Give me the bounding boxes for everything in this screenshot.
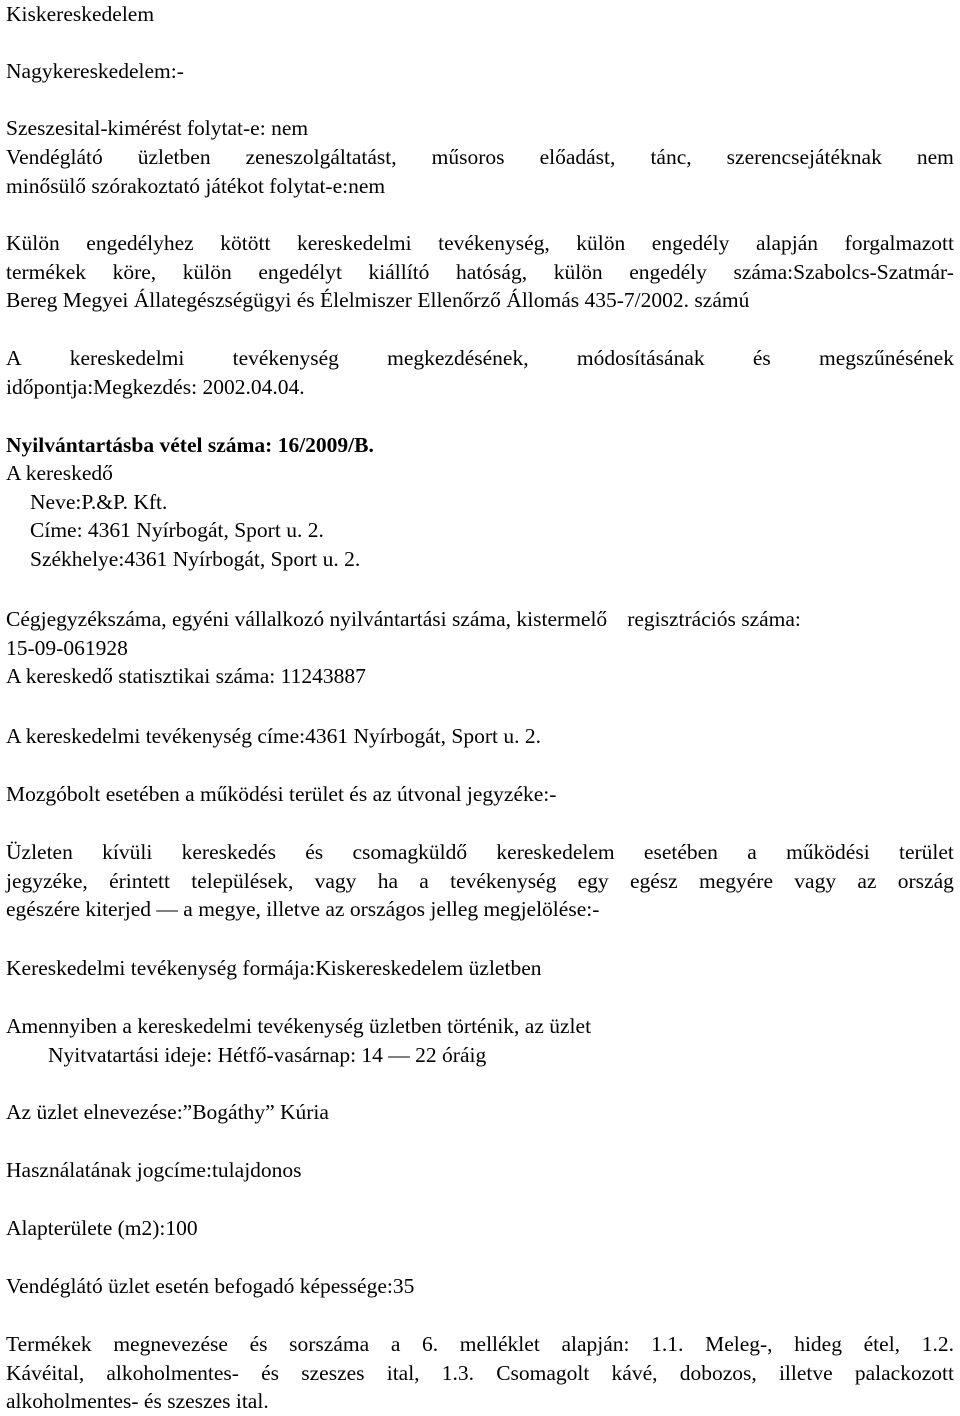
opening-hours: Nyitvatartási ideje: Hétfő-vasárnap: 14 — 22 óráig	[48, 1042, 487, 1067]
statistical-number: A kereskedő statisztikai száma: 11243887	[6, 664, 366, 688]
registry-number: Nyilvántartásba vétel száma: 16/2009/B.	[6, 433, 374, 457]
entertainment-paragraph	[6, 143, 954, 200]
word: kereskedés	[181, 840, 276, 864]
word: üzletben	[137, 145, 211, 169]
word: kiállító	[368, 259, 430, 284]
word: hatóság,	[456, 259, 528, 284]
word: kívüli	[102, 840, 153, 864]
word: vagy	[314, 868, 357, 893]
entertainment-line-2: minősülő szórakoztató játékot folytat-e:nem	[6, 173, 386, 198]
special-permit-line-2	[6, 258, 954, 287]
products-paragraph	[6, 1330, 954, 1416]
word: alkoholmentes-	[106, 1360, 239, 1385]
word: és	[752, 346, 771, 370]
products-line-1	[6, 1330, 954, 1359]
word: vagy	[794, 868, 837, 893]
word: kereskedelmi	[296, 231, 412, 255]
shop-name: Az üzlet elnevezése:”Bogáthy” Kúria	[6, 1100, 329, 1124]
word: forgalmazott	[844, 231, 954, 255]
word: tevékenység	[450, 868, 557, 893]
word: megszűnésének	[819, 346, 954, 370]
shop-section	[6, 1012, 954, 1069]
word: és	[305, 840, 324, 864]
word: külön	[553, 259, 603, 284]
word: egy	[577, 868, 609, 893]
word: kereskedelmi	[69, 346, 185, 370]
word: nem	[916, 145, 954, 169]
word: jegyzéke,	[6, 868, 88, 893]
merchant-address: Címe: 4361 Nyírbogát, Sport u. 2.	[30, 518, 324, 542]
special-permit-line-3: Bereg Megyei Állategészségügyi és Élelmiszer Ellenőrző Állomás 435-7/2002. számú	[6, 288, 750, 312]
word: engedély	[651, 231, 730, 255]
start-date-line-2: időpontja:Megkezdés: 2002.04.04.	[6, 374, 305, 399]
merchant-section	[6, 459, 954, 573]
word: műsoros	[431, 145, 505, 169]
word: alapján:	[561, 1332, 630, 1356]
word: ha	[377, 868, 398, 893]
alcohol-serving-line: Szeszesital-kimérést folytat-e: nem	[6, 116, 309, 140]
word: étel,	[863, 1332, 901, 1356]
word: előadást,	[539, 145, 616, 169]
word: ország	[897, 868, 954, 893]
word: terület	[898, 840, 954, 864]
outside-shop-line-2	[6, 867, 954, 896]
wholesale-line: Nagykereskedelem:-	[6, 59, 184, 83]
word: termékek	[6, 259, 86, 284]
word: megnevezése	[113, 1332, 228, 1356]
word: érintett	[109, 868, 170, 893]
word: Külön	[6, 231, 60, 255]
word: a	[419, 868, 429, 893]
word: illetve	[778, 1360, 833, 1385]
merchant-seat: Székhelye:4361 Nyírbogát, Sport u. 2.	[30, 546, 361, 571]
word: megyére	[699, 868, 774, 893]
word: engedélyhez	[86, 231, 194, 255]
word: Termékek	[6, 1332, 92, 1356]
word: kávé,	[611, 1360, 658, 1385]
products-line-2	[6, 1359, 954, 1388]
products-line-3: alkoholmentes- és szeszes ital.	[6, 1389, 269, 1413]
outside-shop-line-1	[6, 838, 954, 867]
word: 1.3.	[441, 1360, 474, 1385]
outside-shop-paragraph	[6, 838, 954, 924]
special-permit-paragraph	[6, 229, 954, 315]
merchant-name: Neve:P.&P. Kft.	[30, 489, 168, 514]
company-registration	[6, 605, 954, 691]
word: engedélyt	[258, 259, 342, 284]
title-of-use: Használatának jogcíme:tulajdonos	[6, 1158, 302, 1182]
word: palackozott	[854, 1360, 954, 1385]
word: működési	[786, 840, 870, 864]
word: szeszes	[301, 1360, 365, 1385]
word: zeneszolgáltatást,	[245, 145, 397, 169]
word: 6.	[422, 1332, 439, 1356]
word: dobozos,	[679, 1360, 757, 1385]
word: köre,	[112, 259, 157, 284]
word: csomagküldő	[352, 840, 468, 864]
word: Vendéglátó	[6, 145, 103, 169]
word: települések,	[191, 868, 294, 893]
word: esetében	[643, 840, 718, 864]
floor-area: Alapterülete (m2):100	[6, 1216, 198, 1240]
activity-form: Kereskedelmi tevékenység formája:Kiskereskedelem üzletben	[6, 956, 542, 980]
activity-address: A kereskedelmi tevékenység címe:4361 Nyírbogát, Sport u. 2.	[6, 724, 541, 748]
word: ital,	[386, 1360, 420, 1385]
word: kereskedelem	[496, 840, 615, 864]
word: módosításának	[576, 346, 705, 370]
word: kötött	[220, 231, 271, 255]
word: sorszáma	[289, 1332, 370, 1356]
word: Meleg-,	[705, 1332, 773, 1356]
word: tevékenység	[232, 346, 339, 370]
capacity: Vendéglátó üzlet esetén befogadó képessége:35	[6, 1274, 415, 1298]
word: alapján	[755, 231, 819, 255]
if-shop-line: Amennyiben a kereskedelmi tevékenység üzletben történik, az üzlet	[6, 1014, 592, 1038]
word: és	[249, 1332, 268, 1356]
word: 1.1.	[651, 1332, 684, 1356]
start-date-paragraph	[6, 344, 954, 401]
company-reg-value: 15-09-061928	[6, 635, 128, 660]
word: melléklet	[459, 1332, 540, 1356]
word: az	[857, 868, 877, 893]
word: a	[390, 1332, 401, 1356]
word: száma:Szabolcs-Szatmár-	[733, 259, 954, 284]
word: Csomagolt	[496, 1360, 590, 1385]
entertainment-line-1	[6, 143, 954, 172]
word: megkezdésének,	[387, 346, 529, 370]
title-retail: Kiskereskedelem	[6, 2, 155, 26]
special-permit-line-1	[6, 229, 954, 258]
word: A	[6, 346, 22, 370]
word: egész	[629, 868, 678, 893]
word: engedély	[629, 259, 707, 284]
word: tánc,	[650, 145, 692, 169]
word: külön	[182, 259, 232, 284]
word: külön	[576, 231, 626, 255]
word: és	[261, 1360, 280, 1385]
company-reg-label: Cégjegyzékszáma, egyéni vállalkozó nyilvántartási száma, kistermelő regisztrációs száma:	[6, 607, 801, 631]
start-date-line-1	[6, 344, 954, 373]
word: Kávéital,	[6, 1360, 85, 1385]
mobile-shop-line: Mozgóbolt esetében a működési terület és az útvonal jegyzéke:-	[6, 782, 557, 806]
word: Üzleten	[6, 840, 73, 864]
word: szerencsejátéknak	[726, 145, 882, 169]
word: a	[747, 840, 757, 864]
outside-shop-line-3: egészére kiterjed — a megye, illetve az országos jelleg megjelölése:-	[6, 897, 600, 921]
merchant-heading: A kereskedő	[6, 461, 113, 485]
word: tevékenység,	[438, 231, 550, 255]
word: hideg	[794, 1332, 842, 1356]
word: 1.2.	[921, 1332, 954, 1356]
